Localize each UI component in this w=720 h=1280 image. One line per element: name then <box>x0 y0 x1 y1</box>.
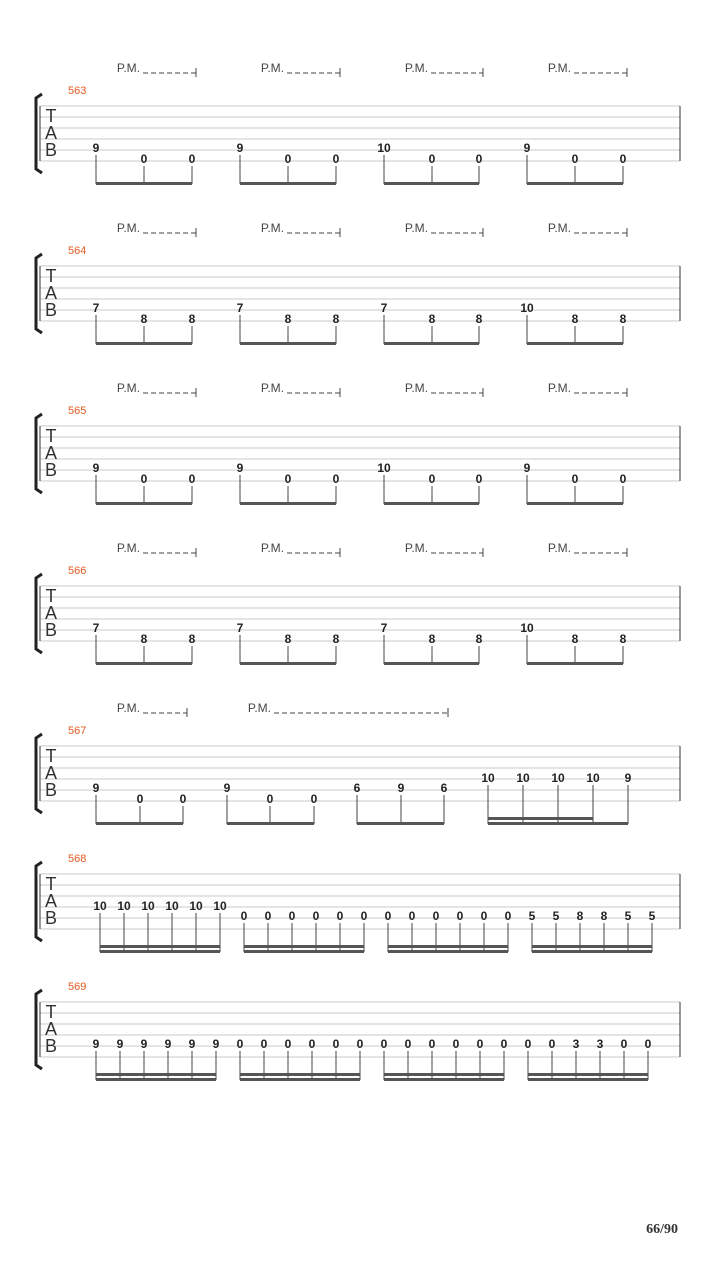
beam-secondary <box>100 945 220 948</box>
tab-clef-letter: B <box>44 140 58 160</box>
tab-clef-letter: B <box>44 300 58 320</box>
fret-number: 0 <box>308 1037 316 1051</box>
tab-clef-letter: B <box>44 908 58 928</box>
bar-number: 565 <box>68 405 87 417</box>
tab-clef-letter: A <box>44 443 58 463</box>
fret-number: 0 <box>620 1037 628 1051</box>
fret-number: 8 <box>332 312 340 326</box>
tab-clef-letter: T <box>45 266 57 286</box>
fret-number: 0 <box>260 1037 268 1051</box>
beam <box>227 822 314 825</box>
fret-number: 8 <box>428 312 436 326</box>
fret-number: 3 <box>596 1037 604 1051</box>
fret-number: 10 <box>117 899 131 913</box>
fret-number: 9 <box>92 461 100 475</box>
tab-system <box>36 853 680 953</box>
fret-number: 0 <box>475 472 483 486</box>
bar-number: 564 <box>68 245 87 257</box>
tab-clef-letter: T <box>45 586 57 606</box>
palm-mute-label: P.M. <box>260 61 284 75</box>
fret-number: 0 <box>332 152 340 166</box>
palm-mute-label: P.M. <box>260 221 284 235</box>
fret-number: 7 <box>236 621 244 635</box>
tab-clef-letter: T <box>45 874 57 894</box>
fret-number: 8 <box>188 632 196 646</box>
fret-number: 9 <box>236 141 244 155</box>
fret-number: 0 <box>240 909 248 923</box>
fret-number: 10 <box>213 899 227 913</box>
fret-number: 8 <box>475 632 483 646</box>
tab-clef-letter: B <box>44 460 58 480</box>
beam <box>96 662 192 665</box>
fret-number: 9 <box>188 1037 196 1051</box>
fret-number: 0 <box>432 909 440 923</box>
fret-number: 0 <box>452 1037 460 1051</box>
fret-number: 9 <box>92 781 100 795</box>
palm-mute-label: P.M. <box>404 541 428 555</box>
fret-number: 0 <box>475 152 483 166</box>
fret-number: 0 <box>428 152 436 166</box>
page-number: 66/90 <box>646 1222 678 1237</box>
fret-number: 9 <box>140 1037 148 1051</box>
fret-number: 0 <box>548 1037 556 1051</box>
fret-number: 8 <box>284 312 292 326</box>
beam-secondary <box>532 945 652 948</box>
fret-number: 9 <box>212 1037 220 1051</box>
beam <box>240 342 336 345</box>
tab-clef-letter: B <box>44 620 58 640</box>
tab-clef-letter: B <box>44 780 58 800</box>
fret-number: 5 <box>624 909 632 923</box>
fret-number: 3 <box>572 1037 580 1051</box>
tab-clef-letter: A <box>44 1019 58 1039</box>
palm-mute-label: P.M. <box>547 61 571 75</box>
fret-number: 10 <box>165 899 179 913</box>
tab-clef-letter: T <box>45 426 57 446</box>
tab-clef-letter: A <box>44 123 58 143</box>
fret-number: 0 <box>644 1037 652 1051</box>
fret-number: 0 <box>136 792 144 806</box>
fret-number: 0 <box>384 909 392 923</box>
palm-mute-label: P.M. <box>404 221 428 235</box>
fret-number: 10 <box>377 461 391 475</box>
palm-mute-label: P.M. <box>260 541 284 555</box>
fret-number: 0 <box>428 1037 436 1051</box>
bar-number: 566 <box>68 565 87 577</box>
fret-number: 0 <box>571 152 579 166</box>
fret-number: 0 <box>264 909 272 923</box>
palm-mute-label: P.M. <box>404 61 428 75</box>
fret-number: 0 <box>332 1037 340 1051</box>
beam <box>240 182 336 185</box>
beam-secondary <box>384 1073 504 1076</box>
fret-number: 0 <box>480 909 488 923</box>
fret-number: 8 <box>571 312 579 326</box>
beam <box>384 342 479 345</box>
fret-number: 0 <box>404 1037 412 1051</box>
beam <box>100 950 220 953</box>
fret-number: 7 <box>92 621 100 635</box>
fret-number: 9 <box>223 781 231 795</box>
fret-number: 0 <box>288 909 296 923</box>
fret-number: 0 <box>500 1037 508 1051</box>
tab-system <box>36 381 680 505</box>
beam <box>96 822 183 825</box>
fret-number: 7 <box>380 301 388 315</box>
fret-number: 0 <box>140 152 148 166</box>
fret-number: 0 <box>188 152 196 166</box>
fret-number: 0 <box>140 472 148 486</box>
fret-number: 8 <box>428 632 436 646</box>
fret-number: 10 <box>516 771 530 785</box>
beam <box>96 502 192 505</box>
fret-number: 0 <box>619 472 627 486</box>
fret-number: 0 <box>360 909 368 923</box>
beam <box>528 1078 648 1081</box>
beam <box>244 950 364 953</box>
fret-number: 0 <box>356 1037 364 1051</box>
tab-clef-letter: A <box>44 283 58 303</box>
fret-number: 10 <box>551 771 565 785</box>
fret-number: 8 <box>571 632 579 646</box>
fret-number: 0 <box>524 1037 532 1051</box>
beam <box>527 342 623 345</box>
fret-number: 5 <box>552 909 560 923</box>
tab-clef-letter: T <box>45 1002 57 1022</box>
beam <box>240 502 336 505</box>
fret-number: 10 <box>520 301 534 315</box>
beam <box>96 342 192 345</box>
fret-number: 0 <box>332 472 340 486</box>
fret-number: 7 <box>92 301 100 315</box>
fret-number: 9 <box>397 781 405 795</box>
tab-system <box>36 221 680 345</box>
fret-number: 8 <box>619 312 627 326</box>
fret-number: 7 <box>380 621 388 635</box>
fret-number: 0 <box>408 909 416 923</box>
tab-clef-letter: B <box>44 1036 58 1056</box>
fret-number: 9 <box>92 141 100 155</box>
beam-secondary <box>96 1073 216 1076</box>
palm-mute-label: P.M. <box>260 381 284 395</box>
palm-mute-label: P.M. <box>547 381 571 395</box>
fret-number: 9 <box>164 1037 172 1051</box>
fret-number: 8 <box>332 632 340 646</box>
tab-clef-letter: T <box>45 106 57 126</box>
fret-number: 9 <box>523 461 531 475</box>
fret-number: 0 <box>504 909 512 923</box>
fret-number: 8 <box>140 632 148 646</box>
palm-mute-label: P.M. <box>116 381 140 395</box>
fret-number: 10 <box>189 899 203 913</box>
beam <box>96 1078 216 1081</box>
fret-number: 5 <box>528 909 536 923</box>
fret-number: 8 <box>475 312 483 326</box>
tab-clef-letter: T <box>45 746 57 766</box>
bar-number: 567 <box>68 725 87 737</box>
tab-clef-letter: A <box>44 603 58 623</box>
fret-number: 7 <box>236 301 244 315</box>
beam <box>488 822 628 825</box>
palm-mute-label: P.M. <box>116 221 140 235</box>
beam <box>527 502 623 505</box>
fret-number: 0 <box>428 472 436 486</box>
fret-number: 10 <box>481 771 495 785</box>
palm-mute-label: P.M. <box>116 61 140 75</box>
beam <box>384 662 479 665</box>
beam <box>527 662 623 665</box>
beam <box>527 182 623 185</box>
bar-number: 569 <box>68 981 87 993</box>
fret-number: 5 <box>648 909 656 923</box>
palm-mute-label: P.M. <box>116 701 140 715</box>
fret-number: 10 <box>520 621 534 635</box>
fret-number: 9 <box>624 771 632 785</box>
fret-number: 0 <box>571 472 579 486</box>
palm-mute-label: P.M. <box>247 701 271 715</box>
tab-system <box>36 981 680 1081</box>
fret-number: 8 <box>576 909 584 923</box>
fret-number: 0 <box>336 909 344 923</box>
fret-number: 0 <box>179 792 187 806</box>
beam <box>532 950 652 953</box>
tab-system <box>36 61 680 185</box>
fret-number: 0 <box>310 792 318 806</box>
fret-number: 0 <box>619 152 627 166</box>
beam-secondary <box>528 1073 648 1076</box>
fret-number: 9 <box>523 141 531 155</box>
beam <box>96 182 192 185</box>
beam <box>384 502 479 505</box>
beam <box>357 822 444 825</box>
fret-number: 0 <box>284 1037 292 1051</box>
fret-number: 9 <box>236 461 244 475</box>
fret-number: 0 <box>456 909 464 923</box>
beam <box>388 950 508 953</box>
fret-number: 0 <box>284 472 292 486</box>
beam-secondary <box>388 945 508 948</box>
palm-mute-label: P.M. <box>116 541 140 555</box>
fret-number: 10 <box>93 899 107 913</box>
tab-clef-letter: A <box>44 763 58 783</box>
fret-number: 8 <box>284 632 292 646</box>
fret-number: 6 <box>440 781 448 795</box>
fret-number: 0 <box>284 152 292 166</box>
fret-number: 8 <box>188 312 196 326</box>
fret-number: 0 <box>266 792 274 806</box>
beam-secondary <box>488 817 593 820</box>
fret-number: 0 <box>380 1037 388 1051</box>
beam <box>240 1078 360 1081</box>
beam-secondary <box>240 1073 360 1076</box>
fret-number: 6 <box>353 781 361 795</box>
fret-number: 0 <box>188 472 196 486</box>
bar-number: 568 <box>68 853 87 865</box>
fret-number: 8 <box>140 312 148 326</box>
fret-number: 9 <box>92 1037 100 1051</box>
beam <box>384 182 479 185</box>
fret-number: 0 <box>236 1037 244 1051</box>
tab-clef-letter: A <box>44 891 58 911</box>
beam <box>384 1078 504 1081</box>
fret-number: 10 <box>377 141 391 155</box>
fret-number: 10 <box>141 899 155 913</box>
fret-number: 0 <box>312 909 320 923</box>
palm-mute-label: P.M. <box>547 541 571 555</box>
fret-number: 8 <box>619 632 627 646</box>
fret-number: 9 <box>116 1037 124 1051</box>
beam <box>240 662 336 665</box>
tab-system <box>36 701 680 825</box>
fret-number: 0 <box>476 1037 484 1051</box>
tab-system <box>36 541 680 665</box>
beam-secondary <box>244 945 364 948</box>
palm-mute-label: P.M. <box>547 221 571 235</box>
palm-mute-label: P.M. <box>404 381 428 395</box>
fret-number: 10 <box>586 771 600 785</box>
fret-number: 8 <box>600 909 608 923</box>
bar-number: 563 <box>68 85 87 97</box>
